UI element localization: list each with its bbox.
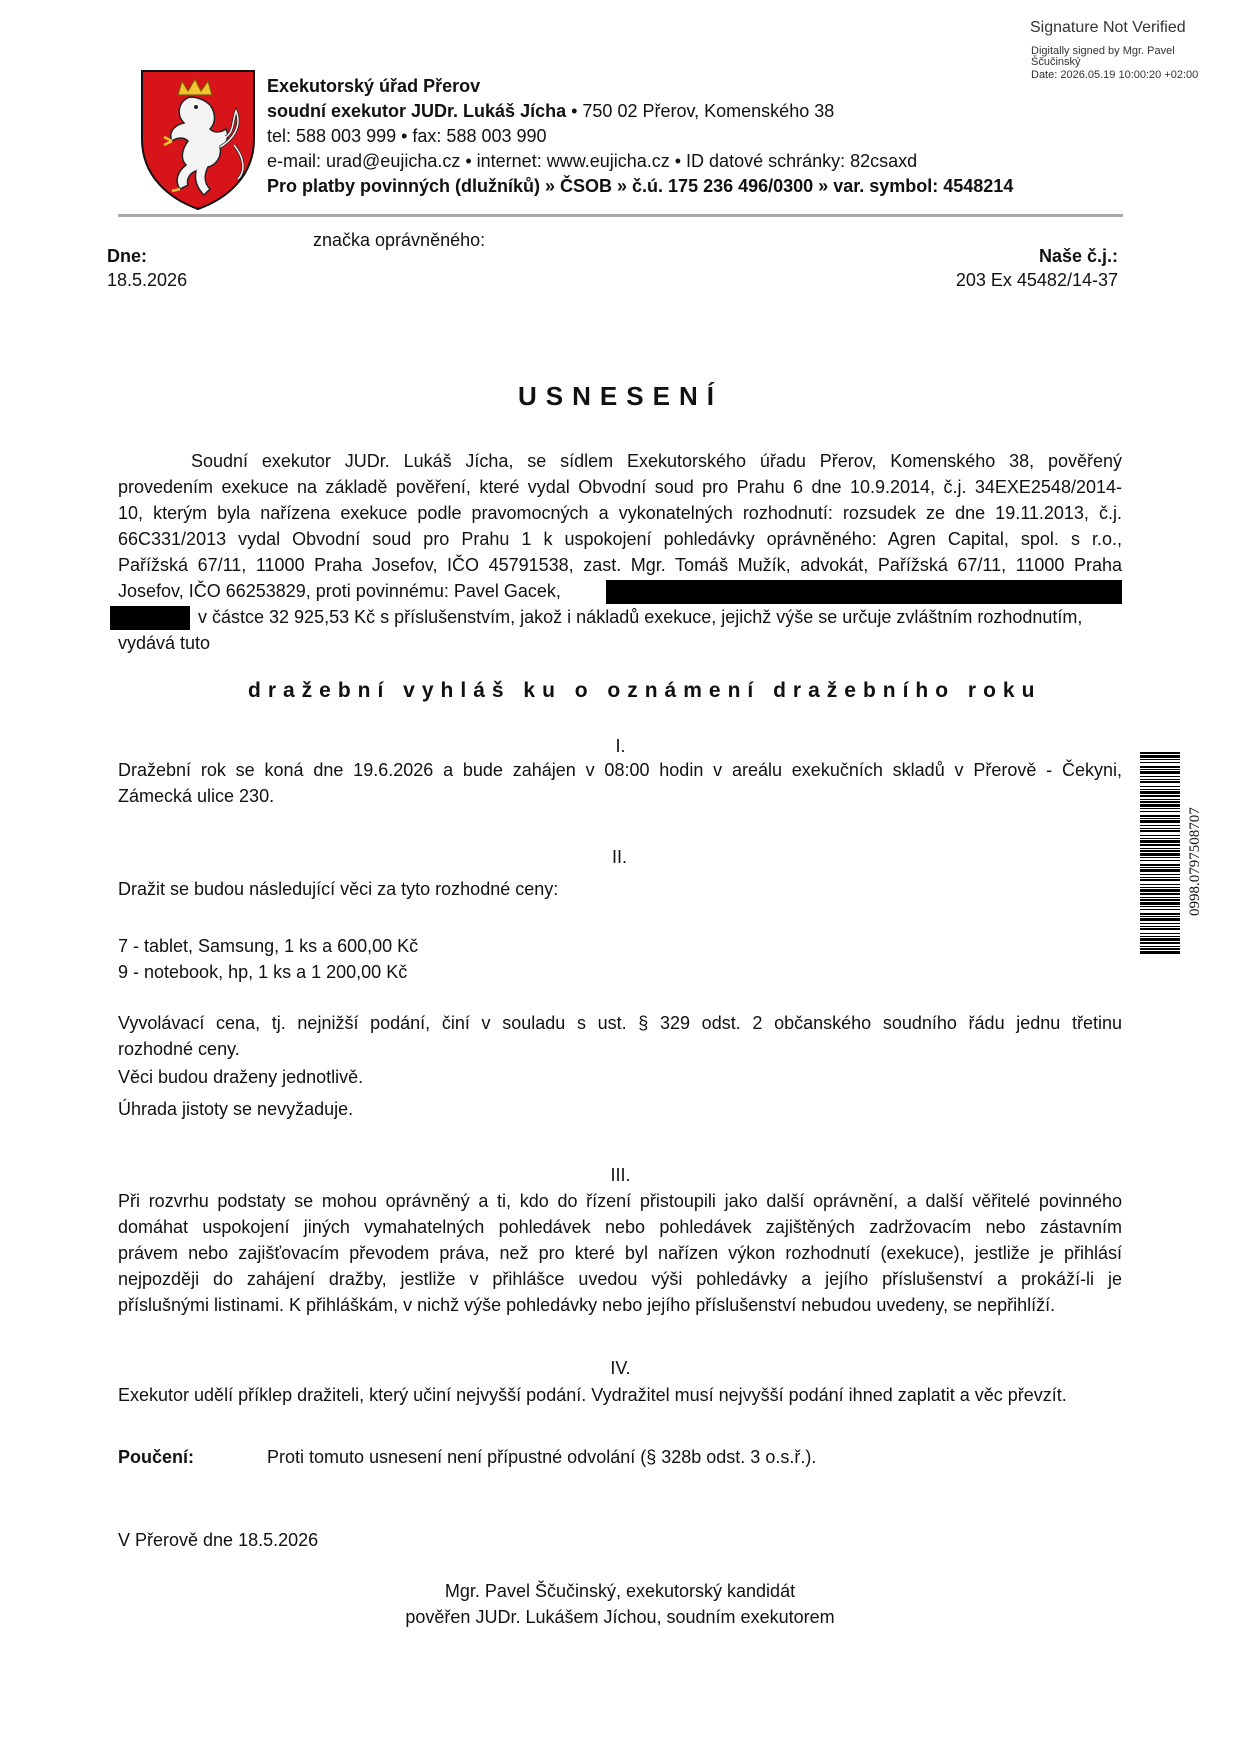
barcode-bar (1140, 801, 1180, 803)
barcode-bar (1140, 936, 1180, 937)
section-1-line: Zámecká ulice 230. (118, 786, 275, 806)
payment-line: Pro platby povinných (dlužníků) » ČSOB » č.ú. 175 236 496/0300 » var. symbol: 4548214 (267, 176, 1014, 196)
barcode-bar (1140, 840, 1180, 843)
barcode-bar (1140, 779, 1180, 780)
signatory-name: Mgr. Pavel Ščučinský, exekutorský kandidát (444, 1581, 796, 1601)
instruction-text: Proti tomuto usnesení není přípustné odvolání (§ 328b odst. 3 o.s.ř.). (267, 1447, 817, 1467)
barcode-bar (1140, 838, 1180, 839)
barcode-bar (1140, 857, 1180, 858)
barcode-bar (1140, 766, 1180, 768)
barcode-bar (1140, 830, 1180, 832)
barcode-bar (1140, 759, 1180, 760)
barcode-bar (1140, 893, 1180, 895)
document-subtitle: dražební vyhláš ku o oznámení dražebního roku (248, 679, 1042, 702)
barcode-bar (1140, 887, 1180, 888)
barcode-bar (1140, 781, 1180, 783)
barcode-bar (1140, 938, 1180, 941)
section-2-intro: Dražit se budou následující věci za tyto rozhodné ceny: (118, 879, 559, 899)
barcode-bar (1140, 877, 1180, 878)
section-3-line: příslušnými listinami. K přihláškám, v nichž výše pohledávky nebo jejího příslušenství nebudou uvedeny, se nepřihlíží. (118, 1295, 1056, 1315)
redaction-block (606, 580, 1122, 604)
section-1-line: Dražební rok se koná dne 19.6.2026 a bude zahájen v 08:00 hodin v areálu exekučních skladů v Přerově - Čekyni, (118, 760, 1122, 780)
barcode-bar (1140, 791, 1180, 794)
executor-line (267, 99, 1013, 124)
barcode-bar (1140, 897, 1180, 898)
barcode-bar (1140, 786, 1180, 787)
intro-line: provedením exekuce na základě pověření, které vydal Obvodní soud pro Prahu 6 dne 10.9.2014, č.j. 34EXE2548/2014- (118, 477, 1122, 497)
phone-line: tel: 588 003 999 • fax: 588 003 990 (267, 126, 547, 146)
barcode-bar (1140, 889, 1180, 892)
barcode-bar (1140, 799, 1180, 800)
claimant-mark-label: značka oprávněného: (313, 230, 486, 250)
auction-item: 9 - notebook, hp, 1 ks a 1 200,00 Kč (118, 962, 408, 982)
starting-price-paragraph (118, 1010, 1122, 1062)
section-3-text (118, 1188, 1122, 1318)
intro-line: v částce 32 925,53 Kč s příslušenstvím, jakož i nákladů exekuce, jejichž výše se určuje zvláštním rozhodnutím, (198, 607, 1083, 627)
signatory-authorization: pověřen JUDr. Lukášem Jíchou, soudním exekutorem (405, 1607, 835, 1627)
barcode-bar (1140, 869, 1180, 872)
barcode-bar (1140, 795, 1180, 797)
barcode-bar (1140, 884, 1180, 885)
starting-price-line: rozhodné ceny. (118, 1039, 240, 1059)
office-name: Exekutorský úřad Přerov (267, 76, 481, 96)
header-divider (118, 214, 1123, 217)
barcode (1140, 752, 1180, 954)
section-3-line: právem nebo zajišťovacím převodem práva, než pro které byl nařízen výkon rozhodnutí (exekuce), jestliže je přihlásí (118, 1243, 1122, 1263)
items-individually-text: Věci budou draženy jednotlivě. (118, 1067, 364, 1087)
barcode-bar (1140, 808, 1180, 809)
barcode-bar (1140, 902, 1180, 905)
reference-value: 203 Ex 45482/14-37 (955, 270, 1118, 290)
instruction-label: Poučení: (118, 1447, 195, 1467)
barcode-bar (1140, 942, 1180, 944)
barcode-bar (1140, 755, 1180, 758)
barcode-bar (1140, 771, 1180, 774)
date-label: Dne: (107, 246, 147, 266)
barcode-bar (1140, 820, 1180, 823)
place-date: V Přerově dne 18.5.2026 (118, 1530, 319, 1550)
barcode-bar (1140, 913, 1180, 915)
deposit-text: Úhrada jistoty se nevyžaduje. (118, 1099, 354, 1119)
signature-signed-by: Digitally signed by Mgr. Pavel (1031, 45, 1175, 57)
section-3-line: nejpozději do zahájení dražby, jestliže v přihlášce uvedou výši pohledávky a jejího příslušenství a prokáží-li je (118, 1269, 1122, 1289)
barcode-bar (1140, 899, 1180, 901)
barcode-bar (1140, 776, 1180, 777)
executor-name: soudní exekutor JUDr. Lukáš Jícha (267, 101, 567, 121)
auction-item: 7 - tablet, Samsung, 1 ks a 600,00 Kč (118, 936, 419, 956)
barcode-bar (1140, 916, 1180, 917)
barcode-bar (1140, 804, 1180, 807)
barcode-number: 0998.0797508707 (1187, 807, 1203, 916)
intro-paragraph (118, 448, 1122, 656)
coat-of-arms-logo (138, 67, 258, 212)
section-2-number: II. (612, 847, 628, 867)
intro-line: Josefov, IČO 66253829, proti povinnému: Pavel Gacek, (118, 581, 561, 601)
barcode-bar (1140, 879, 1180, 881)
signature-signer-name: Ščučinský (1031, 56, 1081, 68)
section-1-number: I. (615, 736, 626, 756)
intro-line: vydává tuto (118, 633, 211, 653)
document-title: USNESENÍ (518, 381, 723, 411)
intro-line: 66C331/2013 vydal Obvodní soud pro Prahu 1 k uspokojení pohledávky oprávněného: Agren Capital, spol. s r.o., (118, 529, 1122, 549)
barcode-bar (1140, 752, 1180, 754)
barcode-bar (1140, 906, 1180, 907)
barcode-bar (1140, 811, 1180, 812)
section-1-text (118, 757, 1122, 809)
executor-address: • 750 02 Přerov, Komenského 38 (566, 101, 835, 121)
barcode-bar (1140, 769, 1180, 770)
barcode-bar (1140, 864, 1180, 866)
barcode-bar (1140, 874, 1180, 875)
barcode-bar (1140, 825, 1180, 826)
barcode-bar (1140, 860, 1180, 861)
barcode-bar (1140, 848, 1180, 849)
section-4-text: Exekutor udělí příklep dražiteli, který učiní nejvyšší podání. Vydražitel musí nejvyšší podání ihned zaplatit a věc převzít. (118, 1385, 1067, 1405)
letterhead (267, 74, 1013, 199)
barcode-bar (1140, 951, 1180, 954)
section-3-line: Při rozvrhu podstaty se mohou oprávněný a ti, kdo do řízení přistoupili jako další oprávnění, a další věřitelé povinného (118, 1191, 1122, 1211)
barcode-bar (1140, 923, 1180, 924)
signatory-block (300, 1578, 940, 1630)
barcode-bar (1140, 918, 1180, 921)
barcode-bar (1140, 948, 1180, 950)
barcode-bar (1140, 818, 1180, 819)
barcode-bar (1140, 835, 1180, 836)
contact-line: e-mail: urad@eujicha.cz • internet: www.eujicha.cz • ID datové schránky: 82csaxd (267, 151, 918, 171)
auction-items-list (118, 933, 418, 985)
barcode-bar (1140, 828, 1180, 829)
intro-line: Pařížská 67/11, 11000 Praha Josefov, IČO 45791538, zast. Mgr. Tomáš Mužík, advokát, Pařížská 67/11, 11000 Praha (118, 555, 1122, 575)
barcode-bar (1140, 853, 1180, 856)
starting-price-line: Vyvolávací cena, tj. nejnižší podání, činí v souladu s ust. § 329 odst. 2 občanského soudního řádu jednu třetinu (118, 1013, 1122, 1033)
barcode-bar (1140, 867, 1180, 868)
barcode-bar (1140, 909, 1180, 910)
barcode-bar (1140, 844, 1180, 846)
section-3-line: domáhat uspokojení jiných vymahatelných pohledávek nebo pohledávek zajištěných zadržovacím nebo zástavním (118, 1217, 1122, 1237)
redaction-block (110, 606, 190, 630)
barcode-bar (1140, 762, 1180, 763)
section-4-number: IV. (610, 1358, 631, 1378)
signature-date: Date: 2026.05.19 10:00:20 +02:00 (1031, 69, 1199, 81)
barcode-bar (1140, 815, 1180, 817)
reference-label: Naše č.j.: (1038, 246, 1118, 266)
barcode-bar (1140, 926, 1180, 927)
intro-line: 10, kterým byla nařízena exekuce podle pravomocných a vykonatelných rozhodnutí: rozsudek ze dne 19.11.2013, č.j. (118, 503, 1122, 523)
section-3-number: III. (610, 1165, 631, 1185)
intro-line: Soudní exekutor JUDr. Lukáš Jícha, se sídlem Exekutorského úřadu Přerov, Komenského 38, pověřený (191, 451, 1122, 471)
barcode-bar (1140, 789, 1180, 790)
date-value: 18.5.2026 (107, 270, 188, 290)
barcode-bar (1140, 946, 1180, 947)
barcode-bar (1140, 850, 1180, 852)
signature-status: Signature Not Verified (1030, 19, 1186, 36)
barcode-bar (1140, 928, 1180, 930)
barcode-bar (1140, 933, 1180, 934)
